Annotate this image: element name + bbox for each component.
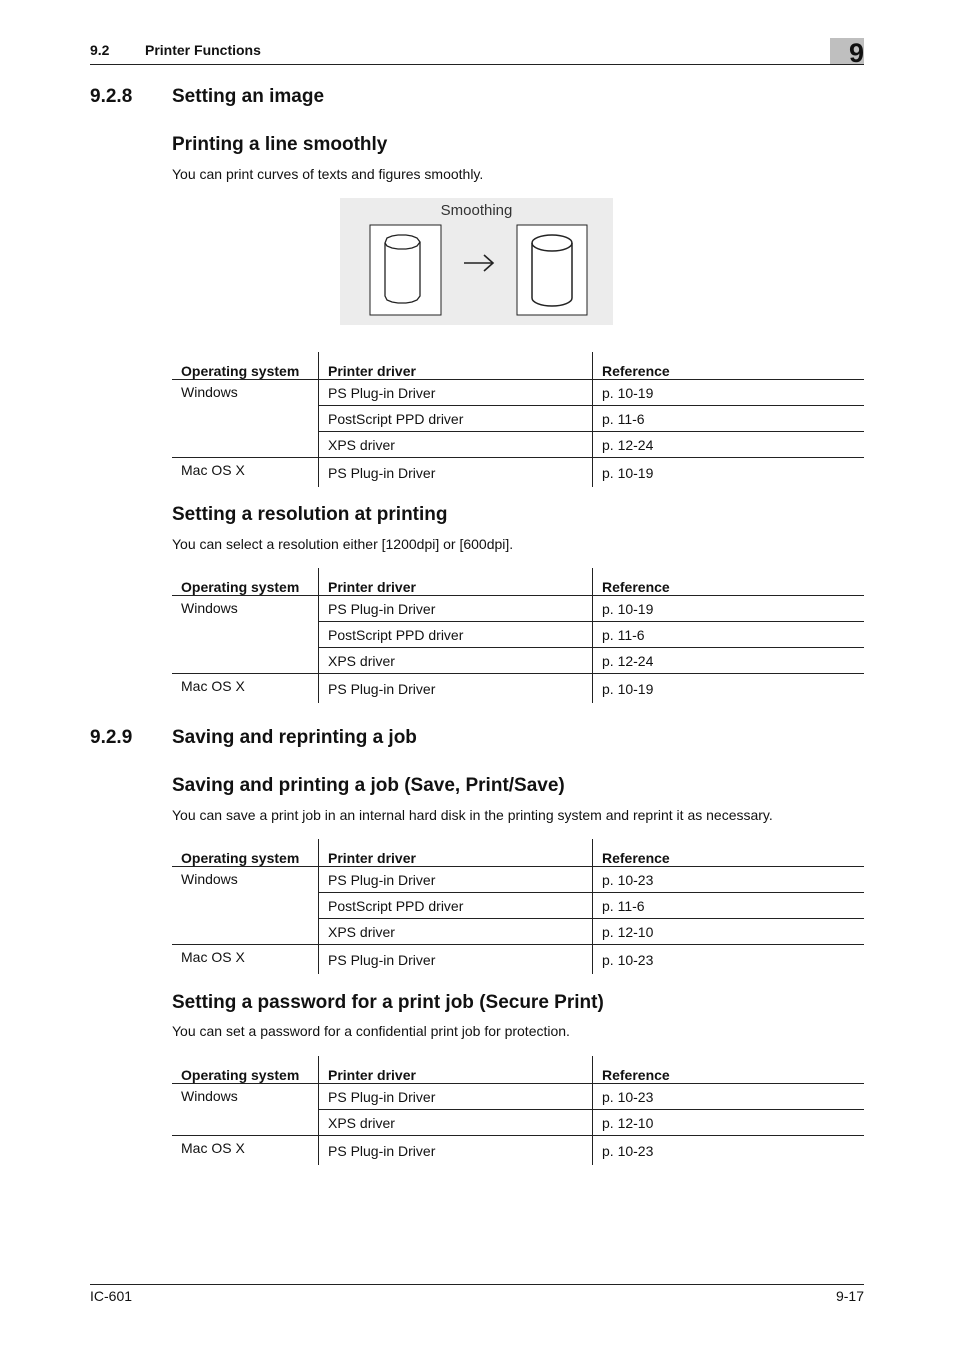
subsection-title: Setting a resolution at printing (172, 504, 448, 525)
driver-cell: PostScript PPD driver (319, 622, 593, 648)
section-title: Setting an image (172, 86, 325, 107)
subsection-title: Printing a line smoothly (172, 134, 388, 155)
column-header-os: Operating system (172, 839, 319, 867)
reference-cell: p. 11-6 (593, 893, 865, 919)
smoothing-figure (340, 198, 613, 325)
driver-cell: PS Plug-in Driver (319, 867, 593, 893)
os-cell: Windows (172, 596, 319, 674)
os-cell: Mac OS X (172, 674, 319, 704)
reference-cell: p. 12-24 (593, 432, 865, 458)
column-header-reference: Reference (593, 352, 865, 380)
column-header-driver: Printer driver (319, 352, 593, 380)
column-header-driver: Printer driver (319, 1056, 593, 1084)
reference-cell: p. 11-6 (593, 622, 865, 648)
reference-cell: p. 10-23 (593, 1084, 865, 1110)
footer-rule (90, 1284, 864, 1285)
driver-cell: PostScript PPD driver (319, 406, 593, 432)
os-cell: Windows (172, 380, 319, 458)
footer-page-number: 9-17 (835, 1288, 864, 1304)
os-cell: Mac OS X (172, 945, 319, 975)
reference-cell: p. 12-10 (593, 1110, 865, 1136)
reference-cell: p. 10-23 (602, 951, 654, 968)
reference-cell: p. 11-6 (593, 406, 865, 432)
section-title: Saving and reprinting a job (172, 727, 417, 748)
chapter-number-badge (830, 38, 864, 68)
driver-cell: PS Plug-in Driver (319, 1084, 593, 1110)
column-header-driver: Printer driver (319, 839, 593, 867)
os-cell: Windows (172, 867, 319, 945)
os-cell: Mac OS X (172, 1136, 319, 1166)
column-header-os: Operating system (172, 352, 319, 380)
section-number: 9.2.8 (90, 86, 133, 107)
arrow-right-icon (464, 255, 493, 271)
driver-cell: PS Plug-in Driver (319, 458, 593, 488)
table-row (172, 867, 864, 893)
subsection-description: You can set a password for a confidential print job for protection. (172, 1023, 570, 1039)
os-cell: Mac OS X (172, 458, 319, 488)
driver-cell: XPS driver (319, 648, 593, 674)
column-header-driver: Printer driver (319, 568, 593, 596)
footer-model: IC-601 (90, 1288, 133, 1304)
reference-cell: p. 10-19 (593, 380, 865, 406)
table-row (172, 674, 864, 704)
header-section-number: 9.2 (90, 42, 110, 58)
reference-table-save (172, 839, 864, 974)
reference-cell: p. 10-23 (593, 867, 865, 893)
driver-cell: PS Plug-in Driver (319, 945, 593, 975)
subsection-description: You can print curves of texts and figures smoothly. (172, 166, 484, 182)
subsection-title: Setting a password for a print job (Secure Print) (172, 992, 604, 1013)
table-row (172, 945, 864, 975)
table-row (172, 380, 864, 406)
column-header-os: Operating system (172, 1056, 319, 1084)
column-header-reference: Reference (593, 839, 865, 867)
table-row (172, 1136, 864, 1166)
driver-cell: XPS driver (319, 1110, 593, 1136)
reference-cell: p. 10-19 (593, 596, 865, 622)
reference-cell: p. 12-10 (593, 919, 865, 945)
driver-cell: PS Plug-in Driver (319, 1136, 593, 1166)
chapter-number: 9 (848, 38, 864, 68)
smoothing-illustration (340, 198, 613, 325)
driver-cell: PS Plug-in Driver (319, 380, 593, 406)
header-section-title: Printer Functions (145, 42, 261, 58)
figure-label: Smoothing (440, 202, 513, 219)
driver-cell: PS Plug-in Driver (319, 674, 593, 704)
subsection-title: Saving and printing a job (Save, Print/Save) (172, 775, 565, 796)
reference-table-resolution (172, 568, 864, 703)
driver-cell: PostScript PPD driver (319, 893, 593, 919)
column-header-reference: Reference (593, 568, 865, 596)
table-row (172, 596, 864, 622)
subsection-description: You can select a resolution either [1200dpi] or [600dpi]. (172, 536, 514, 552)
driver-cell: XPS driver (319, 919, 593, 945)
reference-cell: p. 10-23 (602, 1142, 654, 1159)
reference-cell: p. 12-24 (593, 648, 865, 674)
section-number: 9.2.9 (90, 727, 133, 748)
subsection-description: You can save a print job in an internal hard disk in the printing system and reprint it as necessary. (172, 807, 773, 823)
reference-cell: p. 10-19 (602, 680, 654, 697)
column-header-reference: Reference (593, 1056, 865, 1084)
table-row (172, 458, 864, 488)
driver-cell: XPS driver (319, 432, 593, 458)
reference-table-secure-print (172, 1056, 864, 1165)
header-rule (90, 64, 864, 65)
reference-cell: p. 10-19 (602, 464, 654, 481)
column-header-os: Operating system (172, 568, 319, 596)
reference-table-smoothing (172, 352, 864, 487)
table-row (172, 1084, 864, 1110)
os-cell: Windows (172, 1084, 319, 1136)
driver-cell: PS Plug-in Driver (319, 596, 593, 622)
